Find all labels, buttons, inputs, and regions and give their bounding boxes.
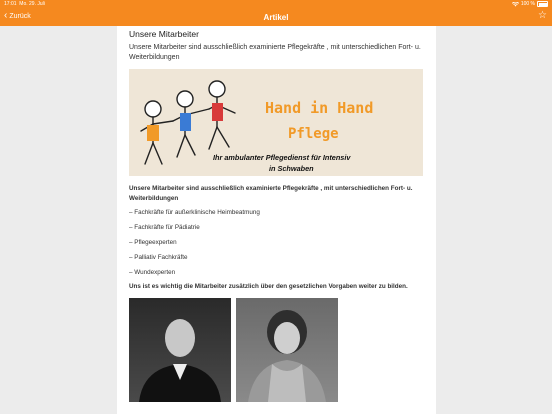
qualification-list bbox=[129, 208, 425, 283]
person-silhouette bbox=[129, 298, 231, 402]
banner-title: Hand in Hand bbox=[265, 99, 374, 117]
article-card bbox=[117, 26, 436, 414]
back-label: Zurück bbox=[9, 12, 31, 20]
article-heading: Unsere Mitarbeiter bbox=[129, 29, 199, 39]
battery-percent: 100 % bbox=[520, 1, 535, 7]
training-paragraph: Uns ist es wichtig die Mitarbeiter zusätzlich über den gesetzlichen Vorgaben weiter zu bilden. bbox=[129, 283, 408, 290]
status-time-date bbox=[4, 1, 45, 7]
status-indicators bbox=[512, 1, 548, 7]
status-date: Mo. 29. Juli bbox=[19, 1, 45, 7]
chevron-left-icon: ‹ bbox=[4, 10, 8, 21]
banner-subtitle: Pflege bbox=[288, 126, 339, 142]
list-item: – Fachkräfte für außerklinische Heimbeatmung bbox=[129, 209, 260, 216]
navigation-bar bbox=[0, 0, 552, 26]
page-title: Artikel bbox=[263, 13, 289, 22]
wifi-icon bbox=[512, 2, 519, 7]
logo-banner bbox=[129, 69, 423, 176]
list-item: – Palliativ Fachkräfte bbox=[129, 254, 188, 261]
banner-region: in Schwaben bbox=[269, 164, 314, 173]
list-item: – Wundexperten bbox=[129, 269, 176, 276]
banner-tagline: Ihr ambulanter Pflegedienst für Intensiv bbox=[213, 153, 351, 162]
staff-photo-man bbox=[129, 298, 231, 402]
battery-icon bbox=[537, 1, 548, 7]
star-outline-icon[interactable]: ☆ bbox=[538, 10, 547, 21]
staff-paragraph: Unsere Mitarbeiter sind ausschließlich examinierte Pflegekräfte , mit unterschiedlichen Fort- u. Weiterbildungen bbox=[129, 185, 413, 202]
article-intro: Unsere Mitarbeiter sind ausschließlich examinierte Pflegekräfte , mit unterschiedlichen Fort- u. Weiterbildungen bbox=[129, 44, 421, 61]
staff-photo-woman bbox=[236, 298, 338, 402]
list-item: – Pflegeexperten bbox=[129, 239, 177, 246]
person-silhouette bbox=[236, 298, 338, 402]
status-time: 17:01 bbox=[4, 1, 17, 7]
list-item: – Fachkräfte für Pädiatrie bbox=[129, 224, 200, 231]
